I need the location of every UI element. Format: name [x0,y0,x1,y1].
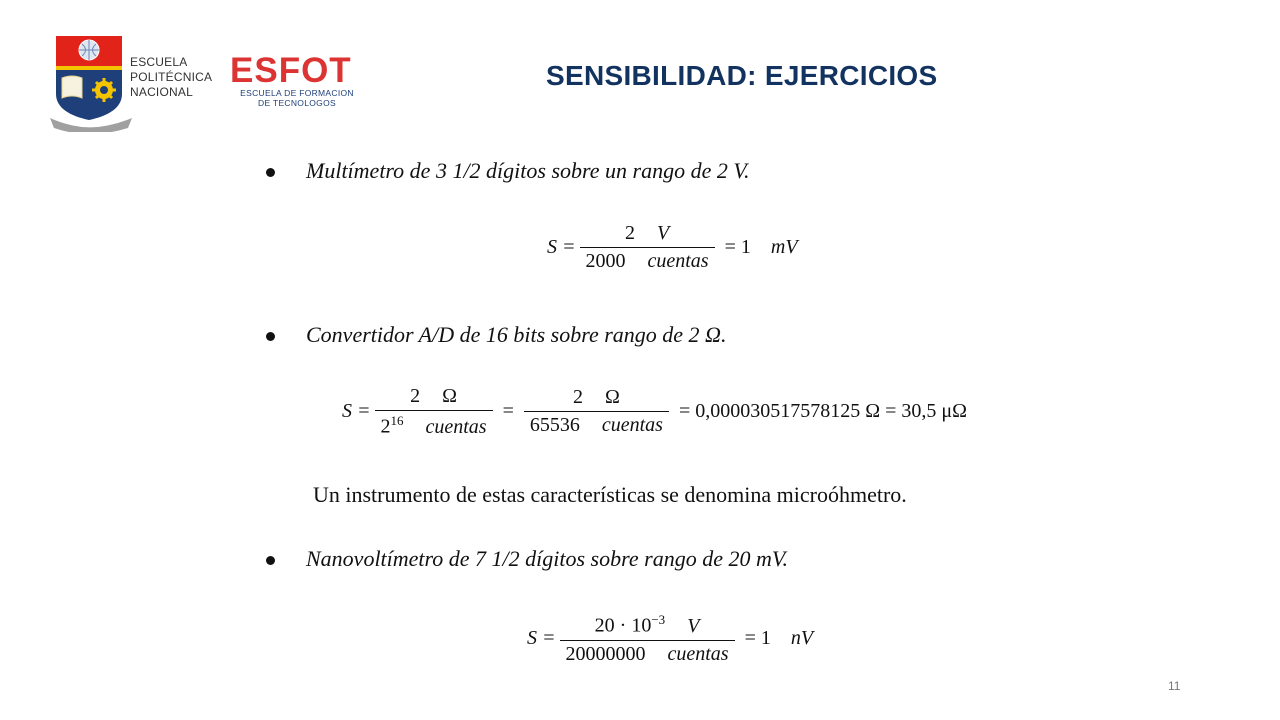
formula-result: = 1 [724,236,751,258]
denominator-unit: cuentas [601,414,663,437]
numerator-value: 20 · 10 [594,614,652,637]
numerator-unit: V [656,222,670,244]
bullet-icon [266,168,275,177]
numerator-value: 2 [624,222,635,244]
denominator-base: 2 [380,415,391,438]
formula-denominator [580,247,715,273]
formula-fraction [524,386,669,437]
institution-line: POLITÉCNICA [130,70,213,84]
esfot-logo-title: ESFOT [230,51,352,90]
denominator-unit: cuentas [425,415,487,438]
formula-denominator [375,410,493,439]
numerator-value: 2 [572,386,583,409]
numerator-exponent: −3 [651,612,666,627]
numerator-unit: V [687,614,700,637]
denominator-value: 20000000 [565,642,646,665]
formula-fraction [580,222,715,273]
formula-fraction [375,385,493,439]
denominator-value: 2000 [585,250,626,272]
sensitivity-formula [342,385,973,439]
epn-shield-logo [50,36,132,132]
formula-denominator [524,411,669,437]
denominator-unit: cuentas [667,642,729,665]
formula-result-unit: nV [790,627,814,650]
denominator-value: 65536 [529,414,580,437]
denominator-exponent: 16 [390,413,404,428]
formula-numerator [567,386,626,411]
page-number: 11 [1168,679,1181,693]
sensitivity-formula [527,612,813,666]
formula-numerator [589,612,706,640]
numerator-value: 2 [410,385,421,407]
exercise-statement: Convertidor A/D de 16 bits sobre rango de 2 Ω. [306,322,727,347]
esfot-logo-subtitle [230,88,364,108]
formula-result-unit: mV [770,236,798,258]
sensitivity-formula [547,222,798,273]
formula-result: = 0,000030517578125 Ω = 30,5 μΩ [678,400,967,423]
numerator-unit: Ω [442,385,457,407]
formula-equals: = [502,400,514,423]
bullet-icon [266,332,275,341]
formula-denominator [560,640,735,666]
esfot-logo [230,51,364,108]
denominator-unit: cuentas [647,250,709,272]
esfot-subtitle-line: ESCUELA DE FORMACION [240,88,354,98]
formula-lhs: S = [547,236,576,258]
institution-line: NACIONAL [130,85,193,99]
formula-lhs: S = [527,627,556,650]
formula-fraction [560,612,735,666]
numerator-unit: Ω [604,386,620,409]
exercise-statement: Multímetro de 3 1/2 dígitos sobre un rango de 2 V. [306,158,750,183]
formula-lhs: S = [342,400,371,423]
esfot-subtitle-line: DE TECNOLOGOS [258,98,336,108]
formula-numerator [404,385,463,410]
formula-numerator [619,222,675,247]
formula-result: = 1 [744,627,771,650]
bullet-icon [266,556,275,565]
page-title: SENSIBILIDAD: EJERCICIOS [546,60,938,91]
note-text: Un instrumento de estas características se denomina microóhmetro. [313,482,907,507]
exercise-statement: Nanovoltímetro de 7 1/2 dígitos sobre rango de 20 mV. [306,546,788,571]
institution-name [130,55,212,100]
institution-line: ESCUELA [130,55,188,69]
